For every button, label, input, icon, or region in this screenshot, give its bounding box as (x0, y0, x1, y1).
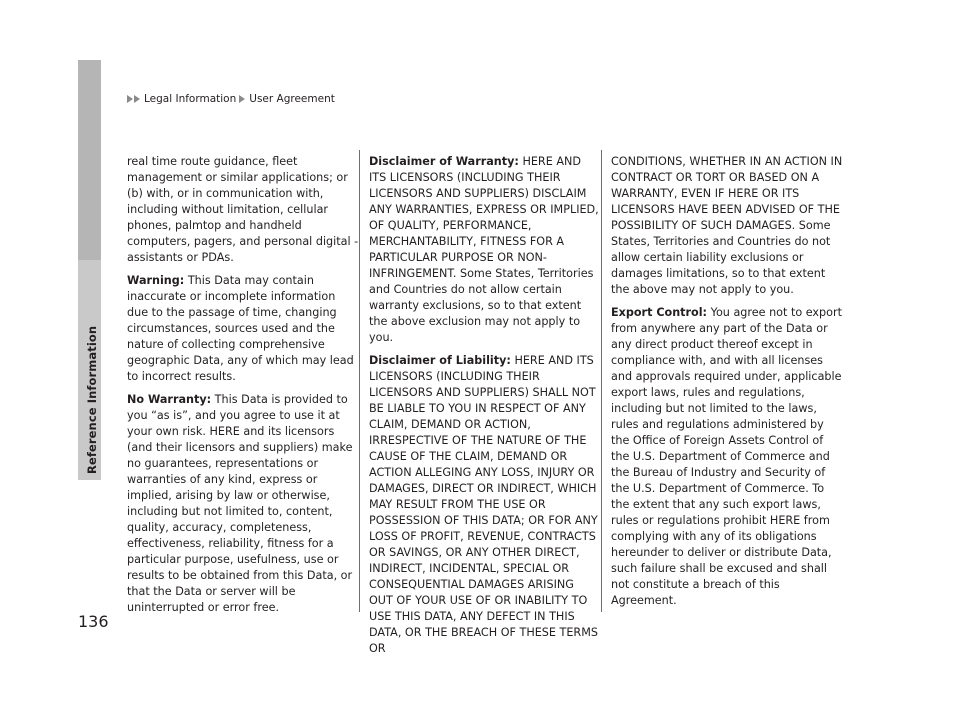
paragraph-label: Export Control: (611, 306, 708, 319)
text-column-3 (611, 154, 843, 616)
breadcrumb-legal-information[interactable]: Legal Information (144, 93, 237, 105)
paragraph-warning (127, 273, 359, 385)
paragraph-label: Warning: (127, 274, 185, 287)
paragraph-disclaimer-of-liability (369, 353, 601, 657)
chevron-right-icon (239, 95, 246, 103)
breadcrumb-user-agreement: User Agreement (249, 93, 335, 105)
paragraph-disclaimer-of-warranty (369, 154, 601, 346)
double-chevron-right-icon (127, 95, 141, 103)
column-divider (359, 150, 360, 612)
breadcrumb (127, 93, 335, 105)
column-divider (601, 150, 602, 612)
paragraph-no-warranty (127, 392, 359, 616)
paragraph (127, 154, 359, 266)
paragraph-text: CONDITIONS, WHETHER IN AN ACTION IN CONTRACT OR TORT OR BASED ON A WARRANTY, EVEN IF HERE OR ITS LICENSORS HAVE BEEN ADVISED OF THE POSSIBILITY OF SUCH DAMAGES. Some States, Territories and Countries do not allow certain liability exclusions or damages limitations, so to that extent the above may not apply to you. (611, 155, 843, 296)
paragraph-text: This Data is provided to you “as is”, and you agree to use it at your own risk. HERE and its licensors (and their licensors and suppliers) make no guarantees, representations or warranties of any kind, express or implied, arising by law or otherwise, including but not limited to, content, quality, accuracy, completeness, effectiveness, reliability, fitness for a particular purpose, usefulness, use or results to be obtained from this Data, or that the Data or server will be uninterrupted or error free. (127, 393, 353, 614)
paragraph (611, 154, 843, 298)
text-column-1 (127, 154, 359, 623)
section-label: Reference Information (85, 325, 99, 474)
paragraph-text: real time route guidance, fleet management or similar applications; or (b) with, or in communication with, including without limitation, cellular phones, palmtop and handheld computers, pagers, and personal digital -assistants or PDAs. (127, 155, 359, 264)
paragraph-label: Disclaimer of Liability: (369, 354, 511, 367)
paragraph-text: HERE AND ITS LICENSORS (INCLUDING THEIR LICENSORS AND SUPPLIERS) SHALL NOT BE LIABLE TO YOU IN RESPECT OF ANY CLAIM, DEMAND OR ACTION, IRRESPECTIVE OF THE NATURE OF THE CAUSE OF THE CLAIM, DEMAND OR ACTION ALLEGING ANY LOSS, INJURY OR DAMAGES, DIRECT OR INDIRECT, WHICH MAY RESULT FROM THE USE OR POSSESSION OF THIS DATA; OR FOR ANY LOSS OF PROFIT, REVENUE, CONTRACTS OR SAVINGS, OR ANY OTHER DIRECT, INDIRECT, INCIDENTAL, SPECIAL OR CONSEQUENTIAL DAMAGES ARISING OUT OF YOUR USE OF OR INABILITY TO USE THIS DATA, ANY DEFECT IN THIS DATA, OR THE BREACH OF THESE TERMS OR (369, 354, 598, 655)
paragraph-text: You agree not to export from anywhere any part of the Data or any direct product thereof except in compliance with, and with all licenses and approvals required under, applicable export laws, rules and regulations, including but not limited to the laws, rules and regulations administered by the Office of Foreign Assets Control of the U.S. Department of Commerce and the Bureau of Industry and Security of the U.S. Department of Commerce. To the extent that any such export laws, rules or regulations prohibit HERE from complying with any of its obligations hereunder to deliver or distribute Data, such failure shall be excused and shall not constitute a breach of this Agreement. (611, 306, 842, 607)
paragraph-label: No Warranty: (127, 393, 212, 406)
paragraph-text: This Data may contain inaccurate or incomplete information due to the passage of time, changing circumstances, sources used and the nature of collecting comprehensive geographic Data, any of which may lead to incorrect results. (127, 274, 354, 383)
page-number: 136 (78, 612, 109, 631)
paragraph-label: Disclaimer of Warranty: (369, 155, 519, 168)
paragraph-text: HERE AND ITS LICENSORS (INCLUDING THEIR LICENSORS AND SUPPLIERS) DISCLAIM ANY WARRANTIES, EXPRESS OR IMPLIED, OF QUALITY, PERFORMANCE, MERCHANTABILITY, FITNESS FOR A PARTICULAR PURPOSE OR NON-INFRINGEMENT. Some States, Territories and Countries do not allow certain warranty exclusions, so to that extent the above exclusion may not apply to you. (369, 155, 599, 344)
paragraph-export-control (611, 305, 843, 609)
text-column-2 (369, 154, 601, 664)
